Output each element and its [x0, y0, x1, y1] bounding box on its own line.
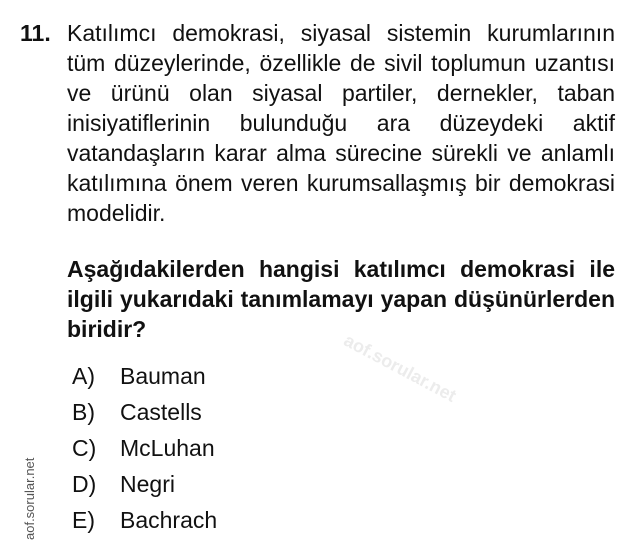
- option-letter: C): [72, 435, 97, 461]
- question-prompt: Aşağıdakilerden hangisi katılımcı demokrasi ile ilgili yukarıdaki tanımlamayı yapan düşünürlerden biridir?: [67, 256, 615, 342]
- option-letter: E): [72, 507, 95, 533]
- option-b[interactable]: [72, 394, 217, 430]
- watermark-side: aof.sorular.net: [22, 457, 37, 540]
- option-letter: D): [72, 471, 97, 497]
- option-letter: B): [72, 399, 95, 425]
- option-text: Negri: [120, 471, 175, 497]
- watermark-diagonal: aof.sorular.net: [340, 330, 460, 406]
- option-e[interactable]: [72, 502, 217, 538]
- option-text: Bauman: [120, 363, 206, 389]
- option-text: McLuhan: [120, 435, 215, 461]
- answer-options: [72, 358, 217, 538]
- option-text: Castells: [120, 399, 202, 425]
- question-number: 11.: [20, 20, 51, 46]
- question-stem: Katılımcı demokrasi, siyasal sistemin kurumlarının tüm düzeylerinde, özellikle de sivil toplumun uzantısı ve ürünü olan siyasal partiler, dernekler, taban inisiyatiflerinin bulunduğu ara düzeydeki aktif vatandaşların karar alma sürecine sürekli ve anlamlı katılımına önem veren kurumsallaşmış bir demokrasi modelidir.: [67, 20, 615, 226]
- option-c[interactable]: [72, 430, 217, 466]
- option-a[interactable]: [72, 358, 217, 394]
- option-text: Bachrach: [120, 507, 218, 533]
- option-d[interactable]: [72, 466, 217, 502]
- option-letter: A): [72, 363, 95, 389]
